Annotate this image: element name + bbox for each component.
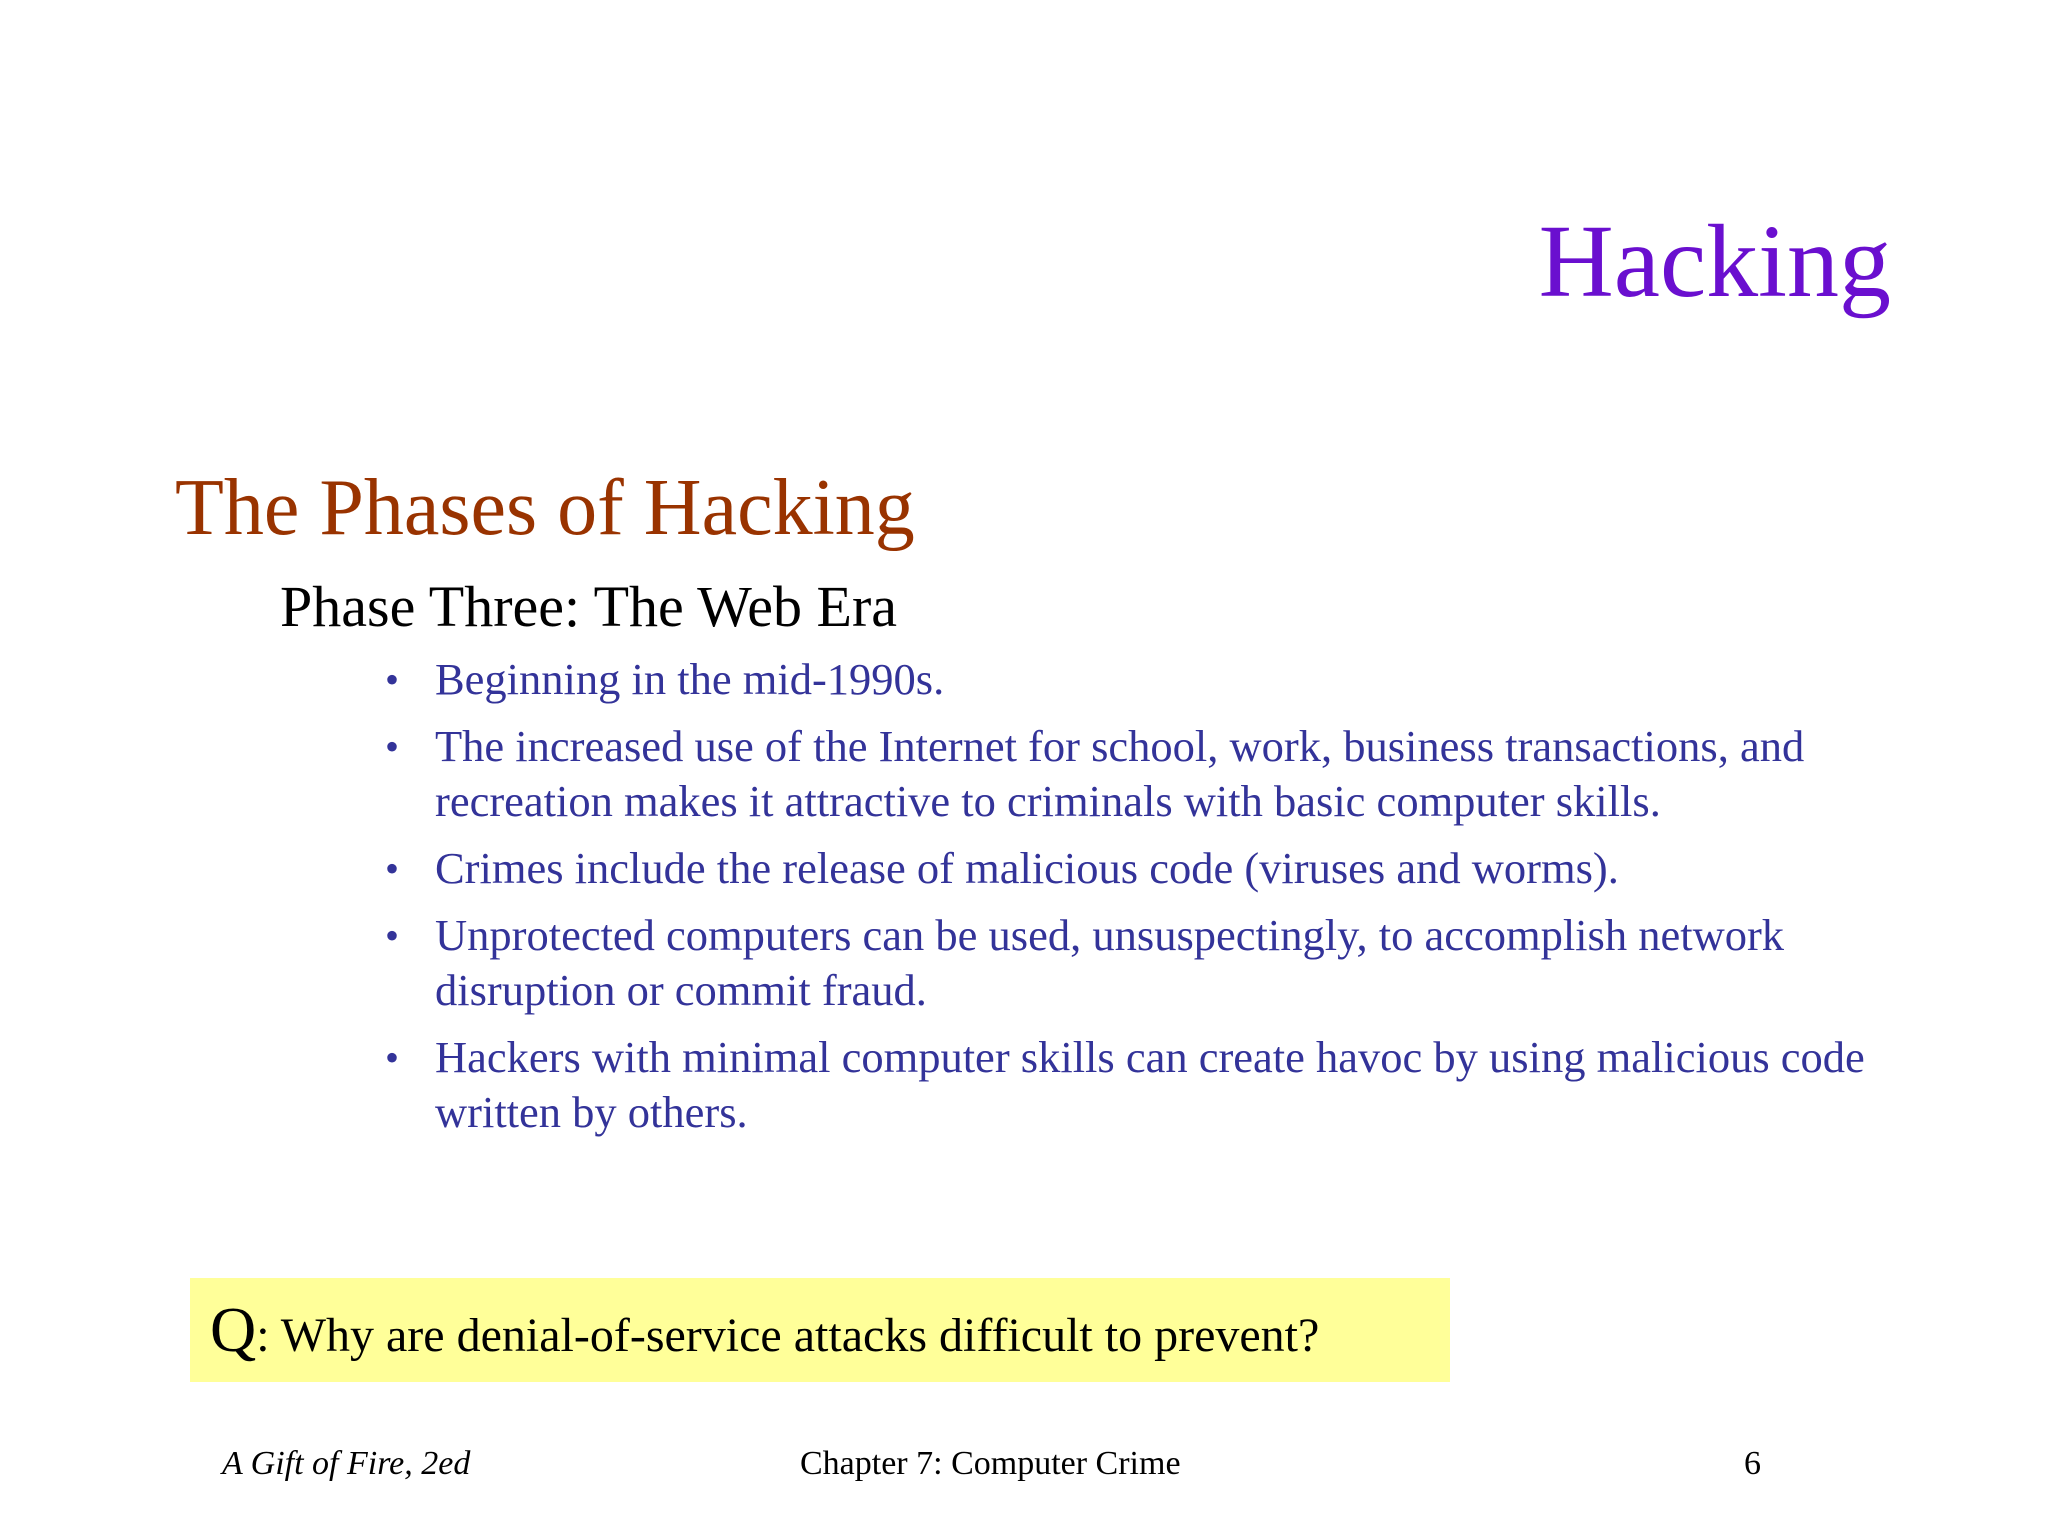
- question-prefix: Q: [210, 1294, 257, 1365]
- footer-chapter: Chapter 7: Computer Crime: [800, 1445, 1181, 1482]
- bullet-dot-icon: •: [385, 1035, 400, 1080]
- sub-heading: Phase Three: The Web Era: [280, 574, 898, 639]
- bullet-text: Hackers with minimal computer skills can create havoc by using malicious code written by others.: [435, 1032, 1865, 1137]
- bullet-dot-icon: •: [385, 913, 400, 958]
- question-text: : Why are denial-of-service attacks difficult to prevent?: [256, 1309, 1320, 1362]
- footer-page-number: 6: [1744, 1445, 1761, 1482]
- bullet-text: Crimes include the release of malicious code (viruses and worms).: [435, 843, 1619, 893]
- bullet-text: Beginning in the mid-1990s.: [435, 654, 945, 704]
- bullet-text: Unprotected computers can be used, unsuspectingly, to accomplish network disruption or commit fraud.: [435, 910, 1785, 1015]
- bullet-item: [385, 841, 1885, 896]
- bullet-dot-icon: •: [385, 657, 400, 702]
- bullet-item: [385, 719, 1885, 829]
- bullet-item: [385, 652, 1885, 707]
- slide-title: Hacking: [1538, 204, 1891, 319]
- question-box: [190, 1278, 1450, 1382]
- footer-book-title: A Gift of Fire, 2ed: [222, 1445, 471, 1482]
- bullet-item: [385, 908, 1885, 1018]
- bullet-item: [385, 1030, 1885, 1140]
- bullet-list: [385, 652, 1885, 1152]
- bullet-text: The increased use of the Internet for school, work, business transactions, and recreation makes it attractive to criminals with basic computer skills.: [435, 721, 1805, 826]
- section-heading: The Phases of Hacking: [175, 464, 915, 552]
- bullet-dot-icon: •: [385, 846, 400, 891]
- bullet-dot-icon: •: [385, 724, 400, 769]
